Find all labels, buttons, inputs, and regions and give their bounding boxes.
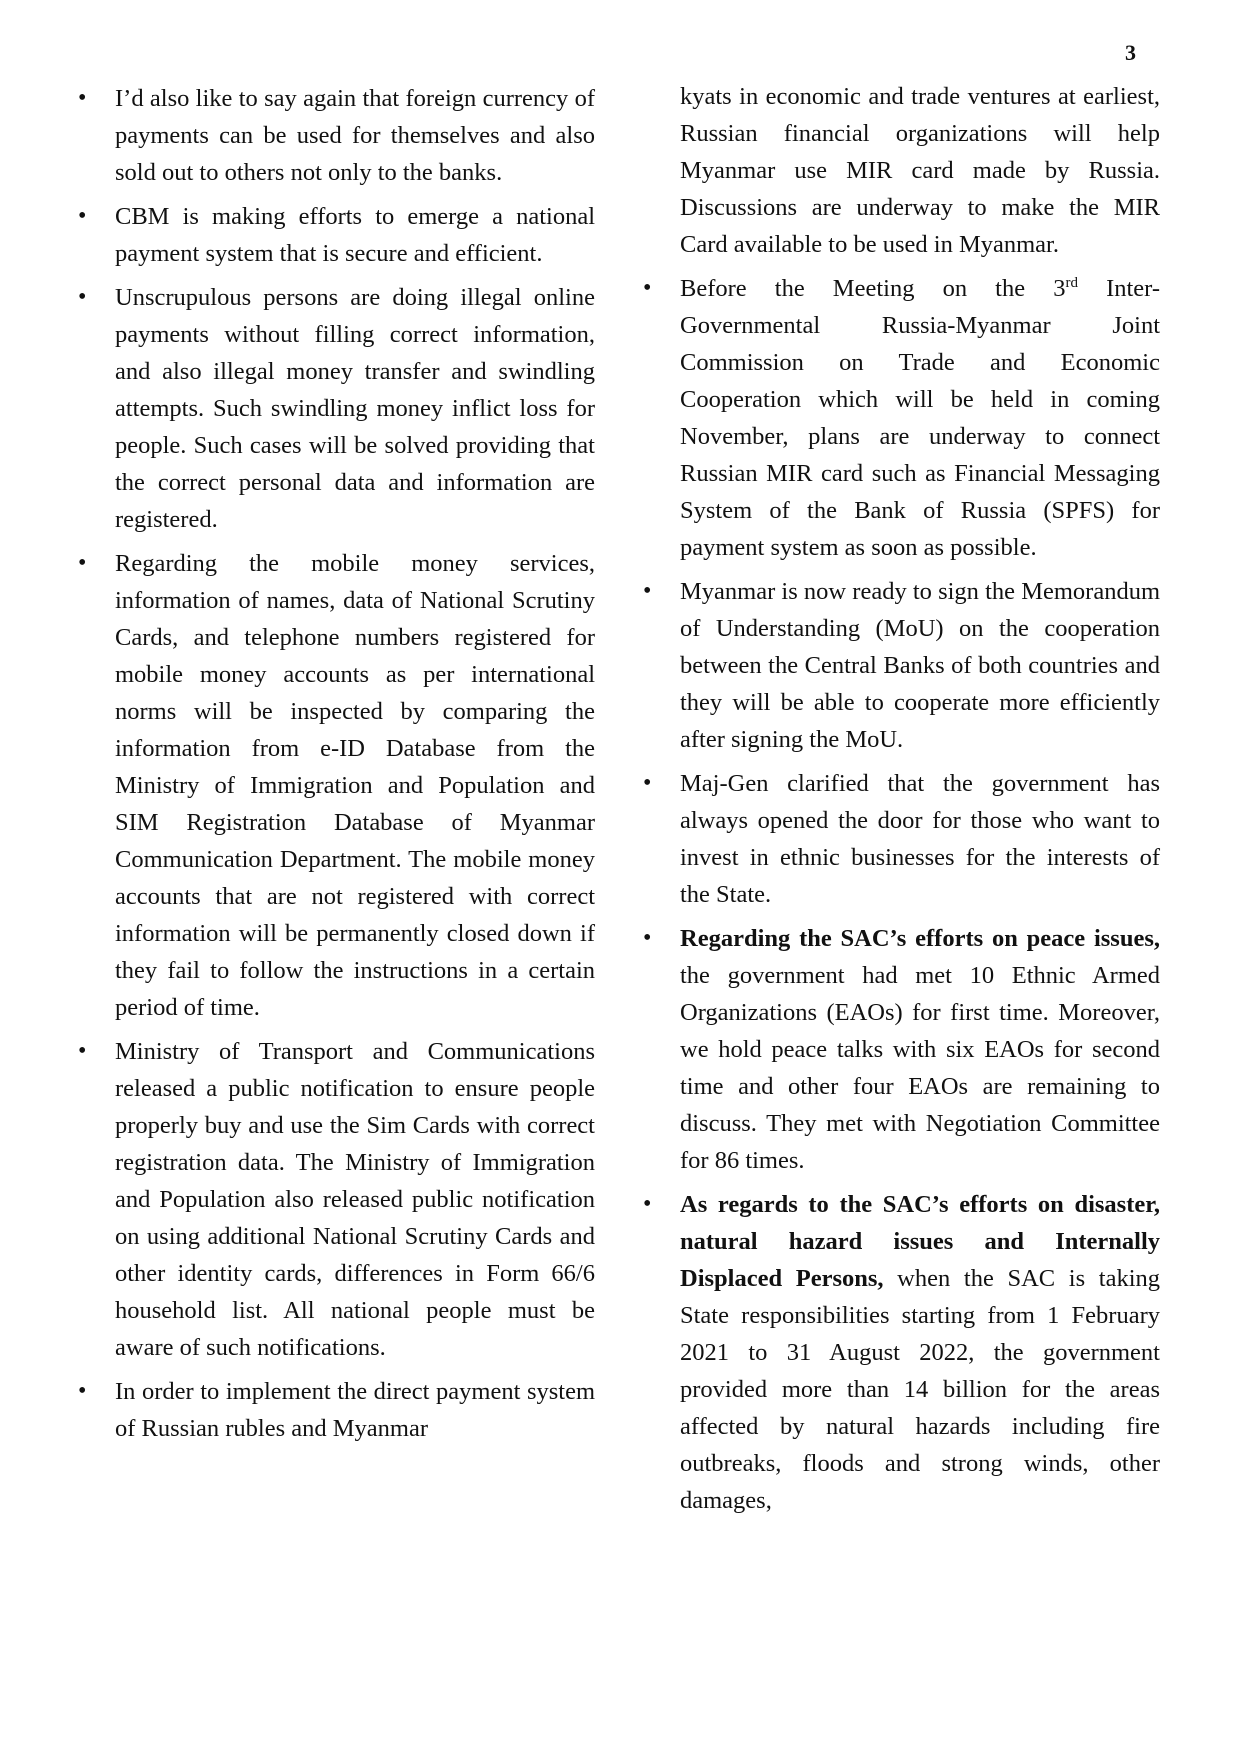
- list-item: • Unscrupulous persons are doing illegal online payments without filling correct information, and also illegal money transfer and swindling attempts. Such swindling money inflict loss for people. Such cases will be solved providing that the correct personal data and information are registered.: [115, 279, 595, 538]
- list-item: • In order to implement the direct payment system of Russian rubles and Myanmar: [115, 1373, 595, 1447]
- list-item: • Ministry of Transport and Communications released a public notification to ensure people properly buy and use the Sim Cards with correct registration data. The Ministry of Immigration and Population also released public notification on using additional National Scrutiny Cards and other identity cards, differences in Form 66/6 household list. All national people must be aware of such notifications.: [115, 1033, 595, 1366]
- disaster-heading: As regards to the SAC’s efforts on disaster, natural hazard issues and Internally Displaced Persons,: [680, 1191, 1160, 1292]
- continued-paragraph: kyats in economic and trade ventures at earliest, Russian financial organizations will help Myanmar use MIR card made by Russia. Discussions are underway to make the MIR Card available to be used in Myanmar.: [680, 83, 1160, 258]
- list-item: • Maj-Gen clarified that the government has always opened the door for those who want to invest in ethnic businesses for the interests of the State.: [680, 765, 1160, 913]
- list-item: [680, 1186, 1160, 1519]
- list-item: • I’d also like to say again that foreign currency of payments can be used for themselves and also sold out to others not only to the banks.: [115, 80, 595, 191]
- list-item: • Regarding the mobile money services, information of names, data of National Scrutiny Cards, and telephone numbers registered for mobile money accounts as per international norms will be inspected by comparing the information from e-ID Database from the Ministry of Immigration and Population and SIM Registration Database of Myanmar Communication Department. The mobile money accounts that are not registered with correct information will be permanently closed down if they fail to follow the instructions in a certain period of time.: [115, 545, 595, 1026]
- list-item: • Myanmar is now ready to sign the Memorandum of Understanding (MoU) on the cooperation between the Central Banks of both countries and they will be able to cooperate more efficiently after signing the MoU.: [680, 573, 1160, 758]
- left-column: [115, 80, 595, 1454]
- page-number: 3: [1125, 40, 1136, 65]
- meeting-text-start: Before the Meeting on the 3: [680, 275, 1066, 302]
- list-item: [680, 920, 1160, 1179]
- list-item: • CBM is making efforts to emerge a national payment system that is secure and efficient.: [115, 198, 595, 272]
- peace-heading: Regarding the SAC’s efforts on peace issues,: [680, 925, 1160, 952]
- peace-text: the government had met 10 Ethnic Armed Organizations (EAOs) for first time. Moreover, we hold peace talks with six EAOs for second time and other four EAOs are remaining to discuss. They met with Negotiation Committee for 86 times.: [680, 962, 1160, 1174]
- list-item: [680, 270, 1160, 566]
- disaster-text: when the SAC is taking State responsibilities starting from 1 February 2021 to 31 August 2022, the government provided more than 14 billion for the areas affected by natural hazards including fire outbreaks, floods and strong winds, other damages,: [680, 1265, 1160, 1514]
- meeting-text-rest: Inter-Governmental Russia-Myanmar Joint Commission on Trade and Economic Cooperation which will be held in coming November, plans are underway to connect Russian MIR card such as Financial Messaging System of the Bank of Russia (SPFS) for payment system as soon as possible.: [680, 275, 1160, 561]
- ordinal-suffix: rd: [1065, 275, 1078, 291]
- right-column: [680, 78, 1160, 1526]
